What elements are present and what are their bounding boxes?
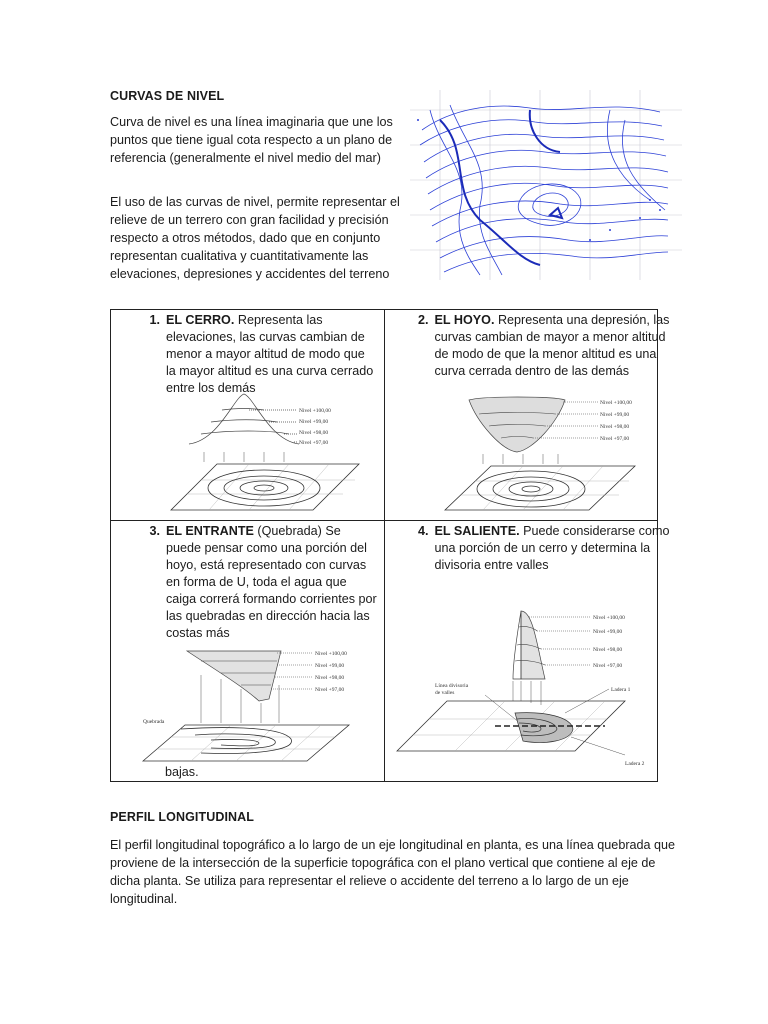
entrante-tail-text: bajas. xyxy=(165,765,199,779)
contour-map-image xyxy=(410,90,682,280)
hoyo-level-1: Nivel +100,00 xyxy=(599,400,632,406)
cerro-level-2: Nivel +99,00 xyxy=(299,419,329,425)
cerro-level-3: Nivel +98,00 xyxy=(299,430,329,436)
entrante-quebrada-label: Quebrada xyxy=(143,719,165,725)
saliente-cell xyxy=(385,521,670,781)
perfil-title: PERFIL LONGITUDINAL xyxy=(110,810,255,824)
saliente-linea-label-2: de valles xyxy=(434,690,454,696)
cerro-level-4: Nivel +97,00 xyxy=(299,440,329,446)
saliente-level-4: Nivel +97,00 xyxy=(592,663,622,669)
entrante-cell xyxy=(111,521,384,781)
saliente-level-1: Nivel +100,00 xyxy=(592,615,625,621)
relief-forms-table xyxy=(110,309,670,782)
saliente-description: Puede considerarse como una porción de un cerro y determina la divisoria entre valles xyxy=(434,524,670,572)
hoyo-level-3: Nivel +98,00 xyxy=(599,424,629,430)
hoyo-description: Representa una depresión, las curvas cambian de mayor a menor altitud de modo de que la menor altitud es una curva cerrada dentro de las demás xyxy=(434,313,670,378)
entrante-level-2: Nivel +99,00 xyxy=(315,663,345,669)
saliente-number: 4. xyxy=(417,524,429,538)
saliente-ladera1-label: Ladera 1 xyxy=(610,687,630,693)
cerro-number: 1. xyxy=(149,313,160,327)
curvas-paragraph-2: El uso de las curvas de nivel, permite representar el relieve de un terrero con gran facilidad y precisión respecto a otros métodos, dado que en conjunto representan cualitativa y cuantitativamente las elevaciones, depresiones y accidentes del terreno xyxy=(110,195,400,281)
entrante-figure xyxy=(141,645,376,763)
hoyo-number: 2. xyxy=(417,313,429,327)
entrante-number: 3. xyxy=(149,524,160,538)
hoyo-figure xyxy=(413,392,643,512)
cerro-figure xyxy=(139,392,369,512)
hoyo-level-4: Nivel +97,00 xyxy=(599,436,629,442)
curvas-paragraph-1: Curva de nivel es una línea imaginaria que une los puntos que tiene igual cota respecto a un plano de referencia (generalmente el nivel medio del mar) xyxy=(110,115,393,165)
entrante-level-3: Nivel +98,00 xyxy=(315,675,345,681)
saliente-level-3: Nivel +98,00 xyxy=(592,647,622,653)
entrante-description: (Quebrada) Se puede pensar como una porción del hoyo, está representado con curvas en forma de U, toda el agua que caiga correrá formando corrientes por las quebradas en dirección hacia las costas más xyxy=(166,524,377,640)
perfil-paragraph: El perfil longitudinal topográfico a lo largo de un eje longitudinal en planta, es una línea quebrada que proviene de la intersección de la superficie topográfica con el plano vertical que contiene al eje de dicha planta. Se utiliza para representar el relieve o accidente del terreno a lo largo de un eje longitudinal. xyxy=(110,838,676,906)
saliente-term: EL SALIENTE. xyxy=(434,524,520,538)
hoyo-level-2: Nivel +99,00 xyxy=(599,412,629,418)
saliente-ladera2-label: Ladera 2 xyxy=(624,761,644,767)
hoyo-cell xyxy=(385,310,670,520)
hoyo-term: EL HOYO. xyxy=(434,313,495,327)
curvas-title: CURVAS DE NIVEL xyxy=(110,89,225,103)
entrante-level-1: Nivel +100,00 xyxy=(315,651,347,657)
cerro-term: EL CERRO. xyxy=(166,313,235,327)
cerro-description: Representa las elevaciones, las curvas cambian de menor a mayor altitud de modo que la mayor altitud es una curva cerrado entre los demás xyxy=(166,313,374,395)
cerro-level-1: Nivel +100,00 xyxy=(299,408,331,414)
cerro-cell xyxy=(111,310,384,520)
saliente-level-2: Nivel +99,00 xyxy=(592,629,622,635)
entrante-level-4: Nivel +97,00 xyxy=(315,687,345,693)
saliente-linea-label-1: Línea divisoria xyxy=(434,683,468,689)
saliente-figure xyxy=(395,605,660,769)
entrante-term: EL ENTRANTE xyxy=(166,524,254,538)
